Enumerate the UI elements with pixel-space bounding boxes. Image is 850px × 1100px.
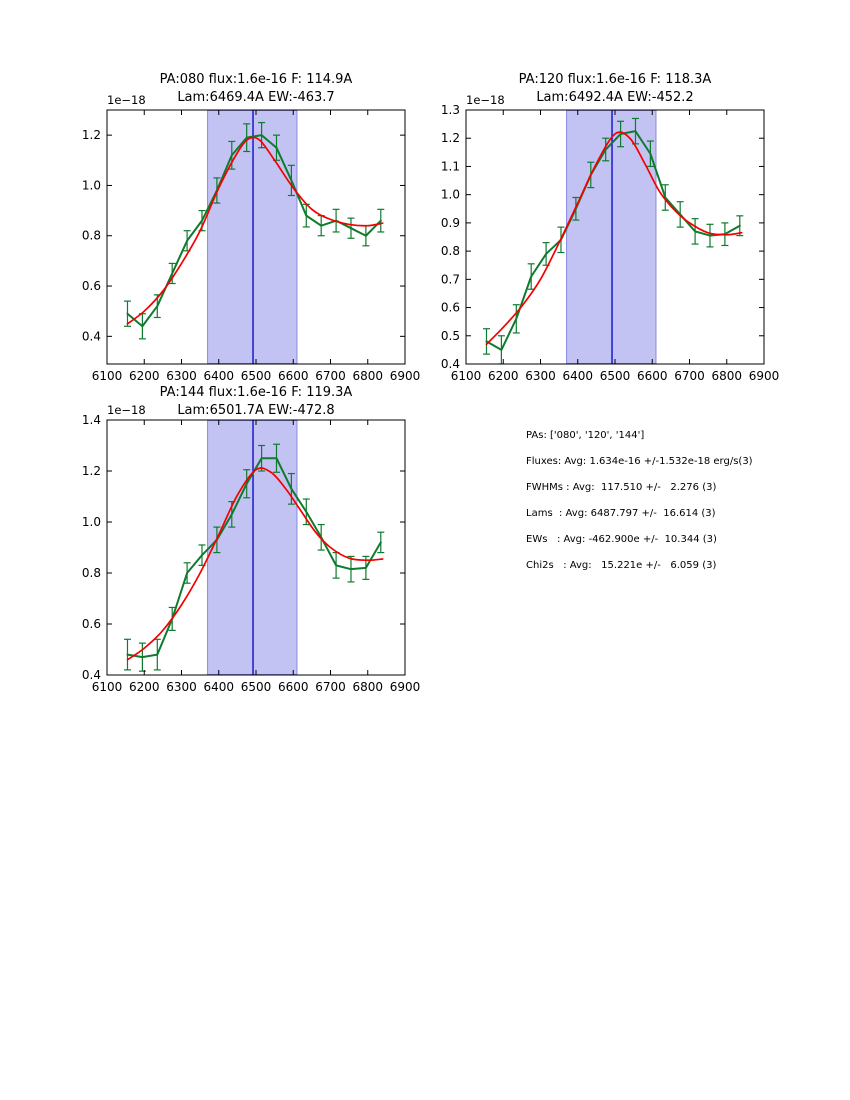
svg-text:6600: 6600: [636, 369, 668, 383]
stats-line-ews: EWs : Avg: -462.900e +/- 10.344 (3): [526, 534, 717, 545]
svg-text:6100: 6100: [91, 369, 123, 383]
svg-text:6800: 6800: [711, 369, 743, 383]
svg-text:1.1: 1.1: [440, 159, 460, 174]
chart-1: [441, 103, 779, 383]
stats-line-chi2s: Chi2s : Avg: 15.221e +/- 6.059 (3): [526, 560, 717, 571]
chart-title-line2: Lam:6469.4A EW:-463.7: [177, 90, 335, 105]
svg-text:6700: 6700: [315, 680, 346, 694]
svg-text:6700: 6700: [674, 369, 705, 383]
svg-text:0.6: 0.6: [81, 617, 101, 631]
svg-text:0.8: 0.8: [81, 228, 101, 243]
fit-window-band: [208, 111, 297, 364]
chart-title-line1: PA:080 flux:1.6e-16 F: 114.9A: [159, 72, 353, 87]
chart-0: [82, 110, 420, 383]
svg-text:6900: 6900: [389, 680, 421, 694]
svg-text:1.2: 1.2: [81, 464, 101, 478]
svg-text:6500: 6500: [599, 369, 631, 383]
svg-text:0.8: 0.8: [440, 244, 460, 259]
svg-text:0.4: 0.4: [440, 357, 460, 371]
chart-title-line1: PA:144 flux:1.6e-16 F: 119.3A: [159, 385, 353, 400]
svg-text:0.6: 0.6: [81, 279, 101, 294]
svg-text:6800: 6800: [352, 680, 384, 694]
y-axis-offset-label: 1e−18: [466, 93, 505, 107]
chart-2: [82, 413, 420, 694]
chart-title-line1: PA:120 flux:1.6e-16 F: 118.3A: [518, 72, 712, 87]
svg-text:0.8: 0.8: [81, 566, 101, 580]
svg-text:0.7: 0.7: [440, 272, 460, 287]
stats-line-pas: PAs: ['080', '120', '144']: [526, 430, 645, 441]
y-axis-offset-label: 1e−18: [107, 403, 146, 417]
svg-text:6900: 6900: [389, 369, 421, 383]
svg-text:0.4: 0.4: [81, 329, 101, 344]
stats-line-fluxes: Fluxes: Avg: 1.634e-16 +/-1.532e-18 erg/s(3): [526, 456, 753, 467]
svg-text:6100: 6100: [450, 369, 482, 383]
stats-line-lams: Lams : Avg: 6487.797 +/- 16.614 (3): [526, 508, 716, 519]
svg-text:6900: 6900: [748, 369, 780, 383]
chart-title-line2: Lam:6492.4A EW:-452.2: [536, 90, 694, 105]
svg-text:6800: 6800: [352, 369, 384, 383]
chart-title-line2: Lam:6501.7A EW:-472.8: [177, 403, 335, 418]
svg-text:0.9: 0.9: [440, 215, 460, 230]
chart-pa120-title: [466, 71, 764, 107]
chart-pa080-title: [107, 71, 405, 107]
svg-text:6300: 6300: [525, 369, 556, 383]
chart-pa144-title: [107, 384, 405, 420]
svg-text:6200: 6200: [128, 680, 160, 694]
svg-text:6100: 6100: [91, 680, 123, 694]
svg-text:1.2: 1.2: [81, 128, 101, 143]
svg-text:6600: 6600: [277, 680, 309, 694]
svg-text:0.5: 0.5: [440, 328, 460, 343]
stats-line-fwhms: FWHMs : Avg: 117.510 +/- 2.276 (3): [526, 482, 717, 493]
svg-text:1.0: 1.0: [81, 178, 101, 193]
svg-text:6500: 6500: [240, 680, 272, 694]
y-axis-offset-label: 1e−18: [107, 93, 146, 107]
svg-text:6200: 6200: [487, 369, 519, 383]
svg-text:6400: 6400: [562, 369, 594, 383]
svg-text:6300: 6300: [166, 680, 197, 694]
svg-text:1.0: 1.0: [81, 515, 101, 529]
svg-text:1.0: 1.0: [440, 187, 460, 202]
svg-text:1.4: 1.4: [81, 413, 101, 427]
svg-text:1.3: 1.3: [440, 103, 460, 117]
fit-window-band: [567, 111, 656, 364]
svg-text:6700: 6700: [315, 369, 346, 383]
svg-text:6400: 6400: [203, 680, 235, 694]
svg-text:1.2: 1.2: [440, 131, 460, 146]
svg-text:6400: 6400: [203, 369, 235, 383]
svg-text:6300: 6300: [166, 369, 197, 383]
svg-text:6200: 6200: [128, 369, 160, 383]
svg-text:6500: 6500: [240, 369, 272, 383]
svg-text:0.6: 0.6: [440, 300, 460, 315]
svg-text:0.4: 0.4: [81, 668, 101, 682]
svg-text:6600: 6600: [277, 369, 309, 383]
fit-window-band: [208, 421, 297, 675]
